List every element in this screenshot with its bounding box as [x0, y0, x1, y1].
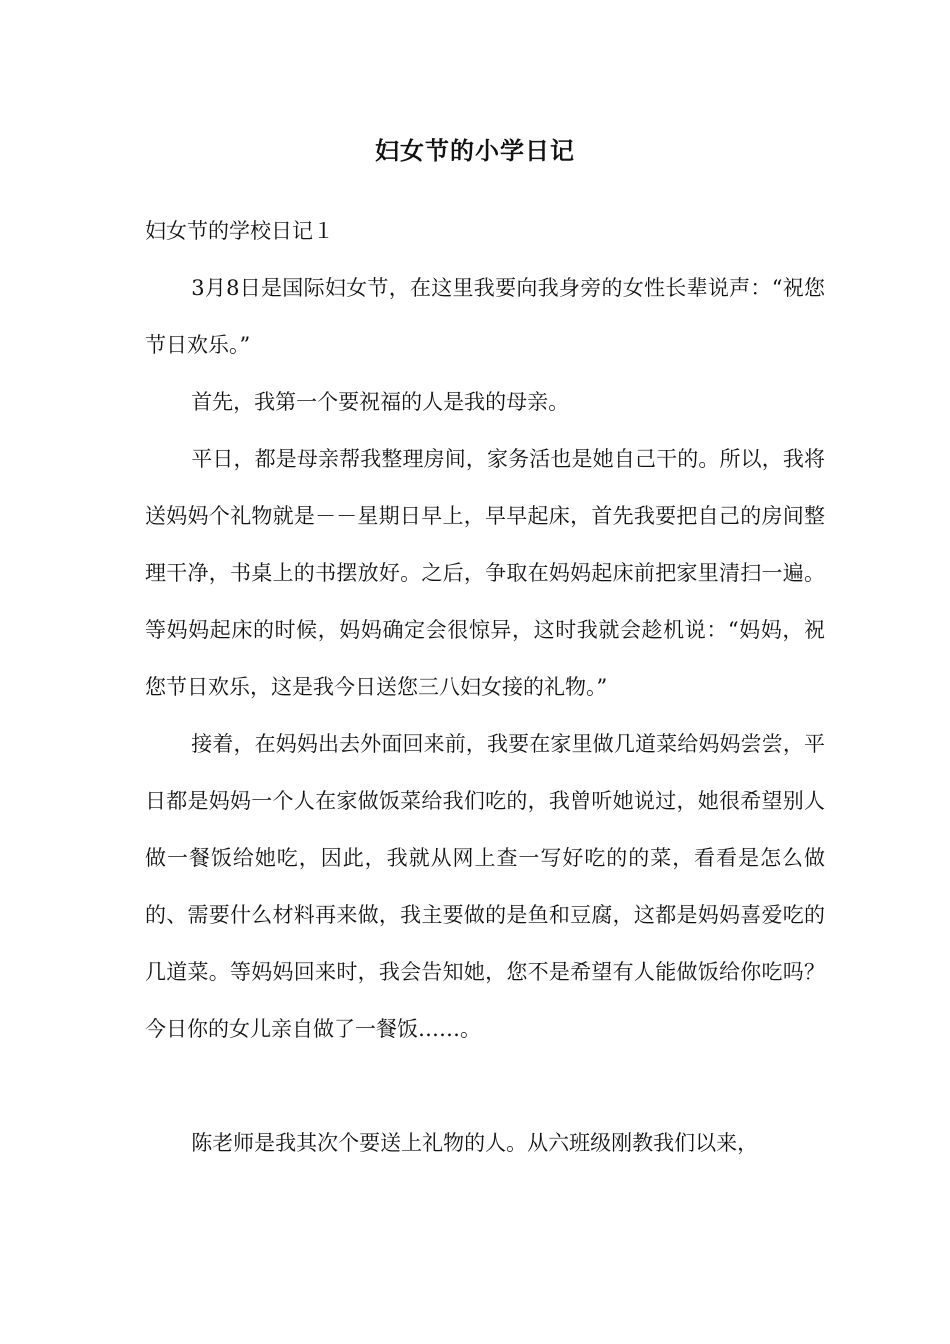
document-title: 妇女节的小学日记 — [375, 137, 575, 165]
paragraph-5: 陈老师是我其次个要送上礼物的人。从六班级刚教我们以来， — [191, 1131, 759, 1155]
document-body — [145, 203, 825, 1172]
paragraph-3: 平日，都是母亲帮我整理房间，家务活也是她自己干的。所以，我将送妈妈个礼物就是－－星期日早上，早早起床，首先我要把自己的房间整理干净，书桌上的书摆放好。之后，争取在妈妈起床前把家里清扫一遍。等妈妈起床的时候，妈妈确定会很惊异，这时我就会趁机说：“妈妈，祝您节日欢乐，这是我今日送您三八妇女接的礼物。” — [145, 447, 825, 699]
paragraph-gap — [145, 1058, 825, 1115]
paragraph-2: 首先，我第一个要祝福的人是我的母亲。 — [191, 390, 570, 414]
paragraph-4: 接着，在妈妈出去外面回来前，我要在家里做几道菜给妈妈尝尝，平日都是妈妈一个人在家做饭菜给我们吃的，我曾听她说过，她很希望别人做一餐饭给她吃，因此，我就从网上查一写好吃的的菜，看看是怎么做的、需要什么材料再来做，我主要做的是鱼和豆腐，这都是妈妈喜爱吃的几道菜。等妈妈回来时，我会告知她，您不是希望有人能做饭给你吃吗？今日你的女儿亲自做了一餐饭……。 — [145, 732, 825, 1041]
paragraph-1: 3月8日是国际妇女节，在这里我要向我身旁的女性长辈说声：“祝您节日欢乐。” — [145, 276, 825, 357]
section-heading: 妇女节的学校日记１ — [145, 219, 334, 243]
